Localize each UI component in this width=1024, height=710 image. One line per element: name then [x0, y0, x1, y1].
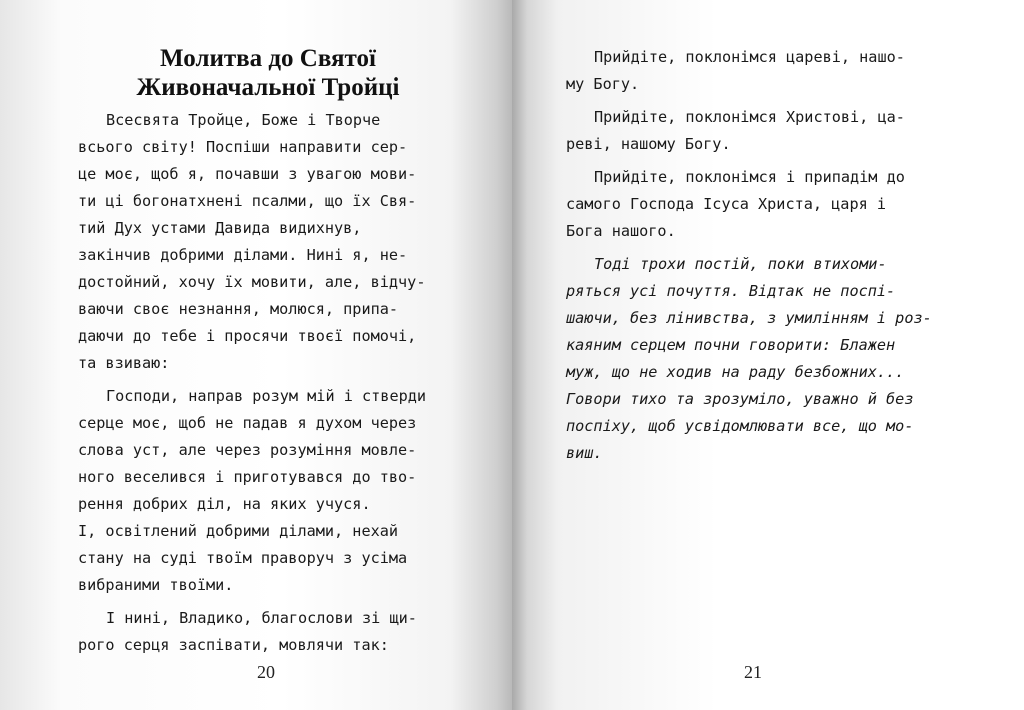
text-line: тий Дух устами Давида видихнув,: [78, 219, 362, 237]
text-line: всього світу! Поспіши направити сер-: [78, 138, 408, 156]
right-page: [512, 0, 1024, 710]
paragraph: [566, 104, 946, 158]
text-line: самого Господа Ісуса Христа, царя і: [566, 195, 887, 213]
paragraph: [566, 164, 946, 245]
text-line: Тоді трохи постій, поки втихоми-: [594, 255, 887, 273]
text-line: Говори тихо та зрозуміло, уважно й без: [566, 390, 914, 408]
text-line: ного веселився і приготувався до тво-: [78, 468, 417, 486]
left-text-block: [78, 44, 458, 665]
text-line: каяним серцем почни говорити: Блажен: [566, 336, 896, 354]
text-line: І, освітлений добрими ділами, нехай: [78, 522, 399, 540]
text-line: шаючи, без лінивства, з умилінням і роз-: [566, 309, 932, 327]
text-line: це моє, щоб я, почавши з увагою мови-: [78, 165, 417, 183]
text-line: та взиваю:: [78, 354, 170, 372]
text-line: Всесвята Тройце, Боже і Творче: [106, 111, 381, 129]
title-line: Живоначальної Тройці: [136, 74, 400, 101]
text-line: ряться усі почуття. Відтак не поспі-: [566, 282, 896, 300]
text-line: муж, що не ходив на раду безбожних...: [566, 363, 905, 381]
text-line: виш.: [566, 444, 603, 462]
text-line: Прийдіте, поклонімся Христові, ца-: [594, 108, 905, 126]
paragraph: [78, 107, 458, 377]
paragraph: [566, 44, 946, 98]
text-line: реві, нашому Богу.: [566, 135, 731, 153]
text-line: Прийдіте, поклонімся і припадім до: [594, 168, 905, 186]
text-line: Бога нашого.: [566, 222, 676, 240]
right-text-block: [566, 44, 946, 473]
rubric-paragraph: [566, 251, 946, 467]
text-line: рення добрих діл, на яких учуся.: [78, 495, 371, 513]
text-line: закінчив добрими ділами. Нині я, не-: [78, 246, 408, 264]
text-line: стану на суді твоїм праворуч з усіма: [78, 549, 408, 567]
text-line: І нині, Владико, благослови зі щи-: [106, 609, 417, 627]
text-line: Прийдіте, поклонімся цареві, нашо-: [594, 48, 905, 66]
text-line: серце моє, щоб не падав я духом через: [78, 414, 417, 432]
text-line: ти ці богонатхнені псалми, що їх Свя-: [78, 192, 417, 210]
text-line: Господи, направ розум мій і стверди: [106, 387, 427, 405]
text-line: даючи до тебе і просячи твоєї помочі,: [78, 327, 417, 345]
text-line: достойний, хочу їх мовити, але, відчу-: [78, 273, 426, 291]
text-line: слова уст, але через розуміння мовле-: [78, 441, 417, 459]
text-line: му Богу.: [566, 75, 640, 93]
title-line: Молитва до Святої: [160, 45, 376, 72]
page-number: 21: [744, 662, 762, 682]
paragraph: [78, 383, 458, 599]
page-number: 20: [257, 662, 275, 682]
text-line: ваючи своє незнання, молюся, припа-: [78, 300, 399, 318]
text-line: вибраними твоїми.: [78, 576, 234, 594]
text-line: рого серця заспівати, мовлячи так:: [78, 636, 389, 654]
text-line: поспіху, щоб усвідомлювати все, що мо-: [566, 417, 914, 435]
prayer-title: [78, 44, 458, 102]
paragraph: [78, 605, 458, 659]
